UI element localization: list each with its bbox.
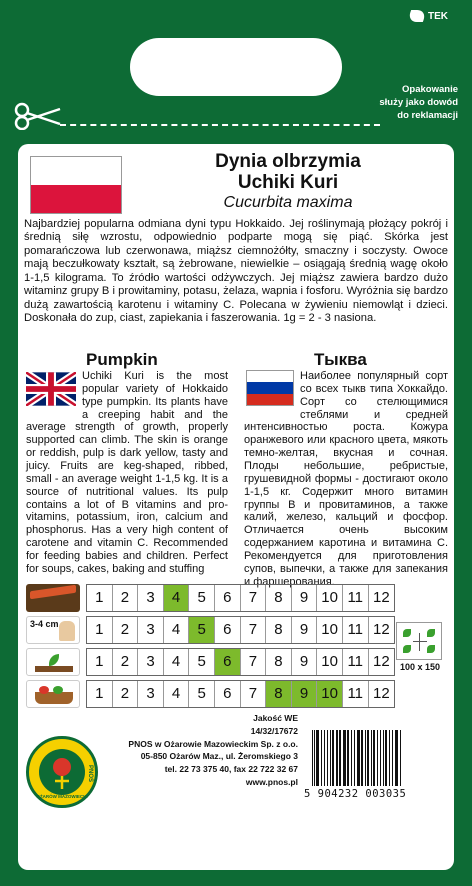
barcode-bar — [351, 730, 352, 786]
producer-name: PNOS w Ożarowie Mazowieckim Sp. z o.o. — [128, 738, 298, 749]
poland-flag-icon — [30, 156, 122, 214]
month-cell: 4 — [164, 585, 190, 611]
month-cell: 12 — [372, 621, 390, 638]
barcode-bar — [339, 730, 341, 786]
month-cell: 10 — [317, 681, 343, 707]
header-ru: Тыква — [314, 350, 367, 369]
month-cell: 3 — [138, 617, 164, 643]
scissors-icon — [14, 102, 64, 130]
month-cell: 1 — [87, 649, 113, 675]
month-strip — [86, 616, 395, 644]
quality-mark: Jakość WE — [253, 713, 298, 723]
month-cell: 12 — [372, 685, 390, 702]
month-cell: 4 — [164, 617, 190, 643]
barcode-bar — [324, 730, 325, 786]
barcode-icon — [310, 730, 444, 786]
barcode-bar — [377, 730, 378, 786]
description-en-text: Uchiki Kuri is the most popular variety of Hokkaido type pumpkin. Its plants have a creeping habit and the average strength of growth, properly supported can climb. The skin is orange or reddish, pulp is dark yellow, tasty and juicy. Fruits are keg-shaped, ribbed, small - an average weight 1-1,5 kg. It is a source of nutritional values. Its pulp contains a lot of B vitamins and pro-vitamins, potassium, iron, calcium and phosphorus. Has a very high content of carotene and vitamin C. Recommended for feeding babies and children. Perfect for soups, cakes, baking and stuffing — [26, 370, 228, 575]
barcode-bar — [336, 730, 338, 786]
logo-letters: PNOS — [87, 765, 93, 783]
barcode-bar — [385, 730, 387, 786]
barcode-bar — [395, 730, 398, 786]
pnos-logo-emblem — [39, 749, 85, 795]
month-cell: 7 — [241, 617, 267, 643]
month-cell: 8 — [266, 681, 292, 707]
month-cell: 12 — [372, 653, 390, 670]
month-cell: 9 — [292, 617, 318, 643]
header-en: Pumpkin — [86, 350, 158, 369]
product-title: Dynia olbrzymia — [215, 151, 361, 172]
barcode-number: 5 904232 003035 — [304, 788, 407, 800]
calendar-row-sowing-indoors — [26, 584, 395, 612]
barcode-bar — [400, 730, 401, 786]
plant-spacing — [396, 622, 444, 672]
producer-website: www.pnos.pl — [245, 776, 298, 787]
month-cell: 5 — [189, 585, 215, 611]
month-cell: 2 — [113, 649, 139, 675]
month-cell: 3 — [138, 649, 164, 675]
barcode-bar — [357, 730, 360, 786]
barcode-bar — [347, 730, 349, 786]
sowing-depth-label: 3-4 cm — [30, 619, 59, 629]
sowing-depth-icon — [26, 616, 80, 644]
month-cell: 6 — [215, 585, 241, 611]
month-cell: 11 — [343, 681, 369, 707]
barcode-bar — [373, 730, 375, 786]
month-strip — [86, 680, 395, 708]
month-cell: 4 — [164, 649, 190, 675]
month-cell: 7 — [241, 681, 267, 707]
brand-mark — [409, 10, 448, 22]
seed-tray-icon — [26, 584, 80, 612]
description-ru-text: Наиболее популярный сорт со всех тыкв типа Хоккайдо. Сорт со стелющимися стеблями и средней интенсивностью роста. Кожура оранжевого или красного цвета, мякоть темно-желтая, вкусная и сочная. Плоды небольшие, ребристые, грушевидной формы - достигают около 1-1,5 кг. Содержит много витамин группы В и провитаминов, а также калий, железо, кальций и фосфор. Отличается очень высоким содержанием каротина и витамина С. Рекомендуется для приготовления супов, выпечки, а также для запекания и фаршерования. — [244, 370, 448, 588]
month-cell: 11 — [343, 617, 369, 643]
month-cell: 6 — [215, 617, 241, 643]
month-cell: 7 — [241, 585, 267, 611]
logo-text: OŻARÓW MAZOWIECKI — [36, 794, 88, 799]
barcode-bar — [365, 730, 366, 786]
harvest-basket-icon — [26, 680, 80, 708]
month-cell: 5 — [189, 617, 215, 643]
month-cell: 2 — [113, 585, 139, 611]
description-en — [26, 370, 228, 576]
spacing-icon — [396, 622, 442, 660]
barcode-bar — [327, 730, 328, 786]
coupon-note-line: Opakowanie — [402, 84, 458, 95]
lot-number: 14/32/17672 — [250, 725, 298, 736]
pnos-logo — [26, 736, 98, 808]
month-cell: 8 — [266, 649, 292, 675]
month-cell: 9 — [292, 649, 318, 675]
month-cell: 9 — [292, 681, 318, 707]
month-cell: 3 — [138, 681, 164, 707]
cut-line — [60, 124, 380, 126]
barcode-bar — [314, 730, 315, 786]
month-cell: 2 — [113, 617, 139, 643]
planting-icon — [26, 648, 80, 676]
coupon-note-line: służy jako dowód — [379, 96, 458, 108]
month-strip — [86, 584, 395, 612]
month-cell: 1 — [87, 617, 113, 643]
barcode-bar — [392, 730, 393, 786]
month-cell: 2 — [113, 681, 139, 707]
month-cell: 10 — [317, 617, 343, 643]
calendar-row-planting — [26, 648, 395, 676]
producer-phone: tel. 22 73 375 40, fax 22 722 32 67 — [164, 764, 298, 774]
month-cell: 12 — [372, 589, 390, 606]
month-cell: 6 — [215, 681, 241, 707]
seed-packet-card — [18, 144, 454, 870]
barcode-bar — [371, 730, 372, 786]
barcode-bar — [332, 730, 334, 786]
month-cell: 10 — [317, 585, 343, 611]
leaf-icon — [407, 10, 427, 22]
barcode-bar — [361, 730, 363, 786]
month-cell: 8 — [266, 617, 292, 643]
calendar-row-sowing-depth — [26, 616, 395, 644]
month-cell: 6 — [215, 649, 241, 675]
barcode-bar — [321, 730, 322, 786]
barcode-bar — [367, 730, 369, 786]
coupon-note — [348, 84, 458, 122]
producer-address: 05-850 Ożarów Maz., ul. Żeromskiego 3 — [140, 751, 298, 762]
month-cell: 4 — [164, 681, 190, 707]
month-cell: 1 — [87, 585, 113, 611]
barcode-bar — [330, 730, 331, 786]
coupon-note-line: do reklamacji — [397, 109, 458, 121]
producer-info — [110, 712, 298, 789]
month-cell: 10 — [317, 649, 343, 675]
month-cell: 8 — [266, 585, 292, 611]
spacing-label: 100 x 150 — [399, 662, 441, 672]
brand-mark-text: TEK — [428, 10, 448, 22]
product-variety: Uchiki Kuri — [237, 171, 339, 193]
month-cell: 3 — [138, 585, 164, 611]
barcode-bar — [343, 730, 346, 786]
product-title-block — [138, 152, 438, 212]
barcode-bar — [354, 730, 355, 786]
month-strip — [86, 648, 395, 676]
barcode-bar — [389, 730, 390, 786]
month-cell: 9 — [292, 585, 318, 611]
barcode-bar — [316, 730, 319, 786]
product-latin-name: Cucurbita maxima — [223, 193, 353, 211]
month-cell: 5 — [189, 681, 215, 707]
description-ru — [244, 370, 448, 589]
barcode-bar — [383, 730, 384, 786]
barcode-bar — [380, 730, 381, 786]
month-cell: 11 — [343, 585, 369, 611]
month-cell: 1 — [87, 681, 113, 707]
month-cell: 5 — [189, 649, 215, 675]
month-cell: 7 — [241, 649, 267, 675]
barcode-bar — [312, 730, 313, 786]
month-cell: 11 — [343, 649, 369, 675]
hanger-hole — [130, 38, 342, 96]
description-pl: Najbardziej popularna odmiana dyni typu Hokkaido. Jej roślinymają płożący pokrój i średnią siłę wzrostu, odpowiednio podparte mogą się piąć. Skórka jest pomarańczowa lub czerwonawa, miąższ ciemnożółty, smaczny i soczysty. Owoce mają beczułkowaty kształt, są żebrowane, niewielkie – osiągają średnią wagę około 1-1,5 kilograma. To źródło wartości odżywczych. Jej miąższ zawiera bardzo dużo witaminz grupy B i prowitaminy, potasu, żelaza, wapnia i fosforu. Wyróżnia się bardzo dużą zawartością karotenu i witaminy C. Polecana w żywieniu niemowląt i dzieci. Doskonała do zup, ciast, zapiekania i faszerowania. 1g = 2 - 3 nasiona. — [24, 218, 448, 325]
calendar-row-harvest — [26, 680, 395, 708]
